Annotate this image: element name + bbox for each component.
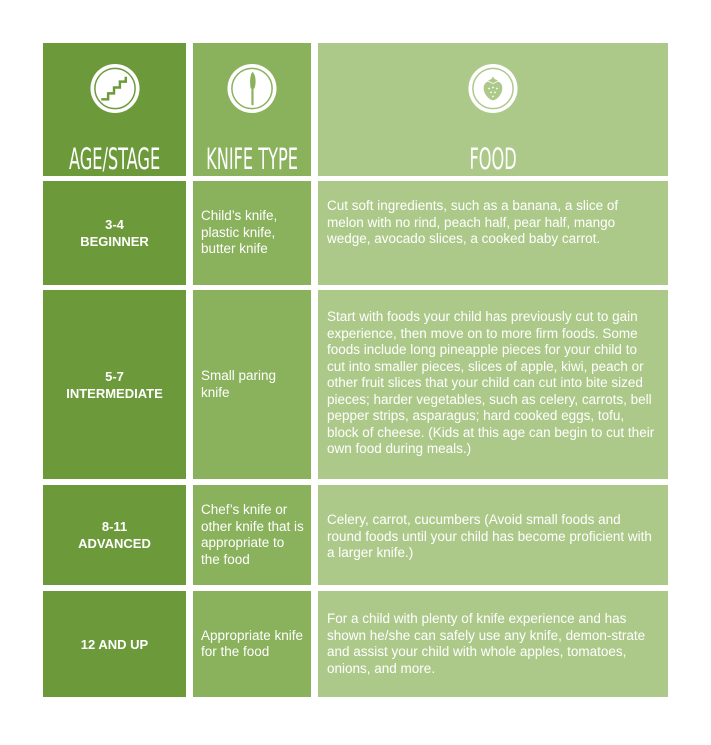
age-range: 3-4 <box>105 217 124 232</box>
row-food-beginner <box>318 181 668 285</box>
row-knife-advanced <box>193 485 311 585</box>
stairs-icon <box>88 62 142 115</box>
knife-type-title: KNIFE TYPE <box>206 142 298 176</box>
knife-text: Appropriate knife for the food <box>201 627 304 659</box>
age-range: 8-11 <box>101 519 128 534</box>
food-text: Cut soft ingredients, such as a banana, a slice of melon with no rind, peach half, pear half, mango wedge, avocado slices, a cooked baby carrot. <box>327 198 619 246</box>
row-food-intermediate <box>318 290 668 479</box>
age-range: 12 AND UP <box>80 636 149 652</box>
knife-text: Chef’s knife or other knife that is appropriate to the food <box>201 502 304 567</box>
row-food-12-and-up <box>318 591 668 697</box>
knife-icon <box>225 62 279 115</box>
header-food <box>318 43 668 176</box>
row-knife-intermediate <box>193 290 311 479</box>
row-age-advanced <box>43 485 186 585</box>
knife-text: Small paring knife <box>201 368 277 400</box>
food-text: Celery, carrot, cucumbers (Avoid small foods and round foods until your child has become proficient with a larger knife.) <box>327 512 652 560</box>
food-title: FOOD <box>469 142 517 176</box>
header-age-stage <box>43 43 186 176</box>
age-range: 5-7 <box>105 368 124 384</box>
knife-text: Child’s knife, plastic knife, butter knife <box>201 208 278 257</box>
stage-label: BEGINNER <box>80 234 149 249</box>
stage-label: INTERMEDIATE <box>66 385 163 401</box>
food-text: For a child with plenty of knife experience and has shown he/she can safely use any knife, demon-strate and assist your child with whole apples, tomatoes, onions, and more. <box>327 611 646 676</box>
row-knife-12-and-up <box>193 591 311 697</box>
row-age-12-and-up <box>43 591 186 697</box>
row-food-advanced <box>318 485 668 585</box>
row-age-beginner <box>43 181 186 285</box>
row-age-intermediate <box>43 290 186 479</box>
row-knife-beginner <box>193 181 311 285</box>
age-stage-title: AGE/STAGE <box>68 142 161 176</box>
strawberry-icon <box>466 62 520 115</box>
stage-label: ADVANCED <box>78 536 151 551</box>
food-text: Start with foods your child has previously cut to gain experience, then move on to more firm foods. Some foods include long pineapple pieces for your child to cut into smaller pieces, slices of apple, kiwi, peach or other fruit slices that your child can cut into bite sized pieces; harder vegetables, such as celery, carrots, bell pepper strips, asparagus; hard cooked eggs, tofu, block of cheese. (Kids at this age can begin to cut their own food during meals.) <box>327 309 655 456</box>
header-knife-type <box>193 43 311 176</box>
